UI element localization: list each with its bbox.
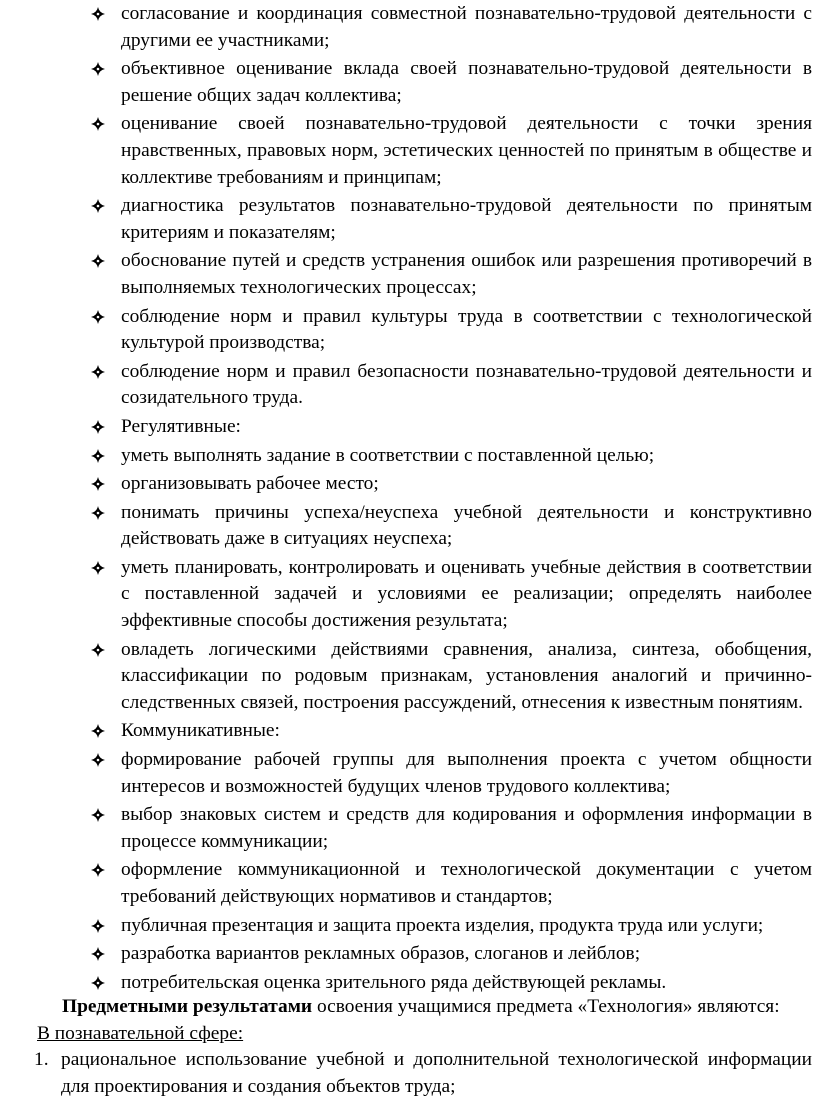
list-item-text: уметь выполнять задание в соответствии с поставленной целью; <box>121 444 655 466</box>
list-item-text: согласование и координация совместной познавательно-трудовой деятельности с другими ее участниками; <box>121 3 812 51</box>
list-item-text: понимать причины успеха/неуспеха учебной деятельности и конструктивно действовать даже в ситуациях неуспеха; <box>121 501 812 550</box>
list-item-text: публичная презентация и защита проекта изделия, продукта труда или услуги; <box>121 914 764 936</box>
list-item-text: оформление коммуникационной и технологической документации с учетом требований действующих нормативов и стандартов; <box>121 859 812 907</box>
list-item <box>0 443 816 470</box>
diamond-bullet-icon <box>91 414 113 440</box>
diamond-bullet-icon <box>91 941 113 967</box>
list-item <box>0 1 816 54</box>
cognitive-sphere-heading: В познавательной сфере: <box>37 1023 244 1044</box>
list-item-text: обоснование путей и средств устранения ошибок или разрешения противоречий в выполняемых технологических процессах; <box>121 250 812 298</box>
diamond-bullet-icon <box>91 359 113 385</box>
subject-results-bold-lead: Предметными результатами <box>62 996 313 1017</box>
list-item <box>0 304 816 357</box>
diamond-bullet-icon <box>91 857 113 883</box>
diamond-bullet-icon <box>91 500 113 526</box>
list-item-text: уметь планировать, контролировать и оценивать учебные действия в соответствии с поставленной задачей и условиями ее реализации; определять наиболее эффективные способы достижения результата; <box>121 556 812 632</box>
list-item <box>0 637 816 717</box>
list-item-text: объективное оценивание вклада своей познавательно-трудовой деятельности в решение общих задач коллектива; <box>121 58 812 106</box>
bullet-list <box>0 1 816 998</box>
subject-results-text: освоения учащимися предмета «Технология» являются: <box>312 996 780 1017</box>
numbered-list-item <box>0 1047 816 1101</box>
list-item-text: Коммуникативные: <box>121 720 280 742</box>
list-item-text: рациональное использование учебной и дополнительной технологической информации для проектирования и создания объектов труда; <box>61 1049 812 1097</box>
section-label-regulatory <box>0 414 816 441</box>
diamond-bullet-icon <box>91 193 113 219</box>
subject-results-paragraph <box>0 993 812 1020</box>
diamond-bullet-icon <box>91 1 113 27</box>
list-item-text: соблюдение норм и правил безопасности познавательно-трудовой деятельности и созидательного труда. <box>121 360 812 409</box>
diamond-bullet-icon <box>91 56 113 82</box>
list-item <box>0 248 816 301</box>
list-item <box>0 913 816 940</box>
list-item <box>0 359 816 412</box>
list-item-text: выбор знаковых систем и средств для кодирования и оформления информации в процессе коммуникации; <box>121 804 812 852</box>
list-item-text: потребительская оценка зрительного ряда действующей рекламы. <box>121 971 667 993</box>
list-item <box>0 857 816 910</box>
list-item-text: овладеть логическими действиями сравнения, анализа, синтеза, обобщения, классификации по родовым признакам, установления аналогий и причинно-следственных связей, построения рассуждений, отнесения к известным понятиям. <box>121 638 812 713</box>
diamond-bullet-icon <box>91 913 113 939</box>
list-item-text: формирование рабочей группы для выполнения проекта с учетом общности интересов и возможностей будущих членов трудового коллектива; <box>121 749 812 797</box>
list-item <box>0 111 816 191</box>
diamond-bullet-icon <box>91 970 113 996</box>
diamond-bullet-icon <box>91 802 113 828</box>
list-item-text: оценивание своей познавательно-трудовой деятельности с точки зрения нравственных, правовых норм, эстетических ценностей по принятым в обществе и коллективе требованиям и принципам; <box>121 113 812 188</box>
diamond-bullet-icon <box>91 555 113 581</box>
list-item <box>0 802 816 855</box>
diamond-bullet-icon <box>91 718 113 744</box>
list-item <box>0 555 816 635</box>
list-item-text: Регулятивные: <box>121 415 241 437</box>
list-item <box>0 500 816 553</box>
list-item-number: 1. <box>34 1049 49 1070</box>
list-item-text: организовывать рабочее место; <box>121 473 379 495</box>
list-item <box>0 56 816 109</box>
numbered-list <box>0 1047 816 1101</box>
list-item-text: разработка вариантов рекламных образов, слоганов и лейблов; <box>121 943 641 965</box>
list-item-text: диагностика результатов познавательно-трудовой деятельности по принятым критериям и показателям; <box>121 195 812 243</box>
diamond-bullet-icon <box>91 111 113 137</box>
list-item-text: соблюдение норм и правил культуры труда в соответствии с технологической культурой производства; <box>121 305 812 354</box>
list-item <box>0 193 816 246</box>
section-label-communicative <box>0 718 816 745</box>
list-item <box>0 941 816 968</box>
diamond-bullet-icon <box>91 747 113 773</box>
diamond-bullet-icon <box>91 471 113 497</box>
diamond-bullet-icon <box>91 443 113 469</box>
diamond-bullet-icon <box>91 637 113 663</box>
list-item <box>0 747 816 800</box>
list-item <box>0 471 816 498</box>
diamond-bullet-icon <box>91 304 113 330</box>
diamond-bullet-icon <box>91 248 113 274</box>
